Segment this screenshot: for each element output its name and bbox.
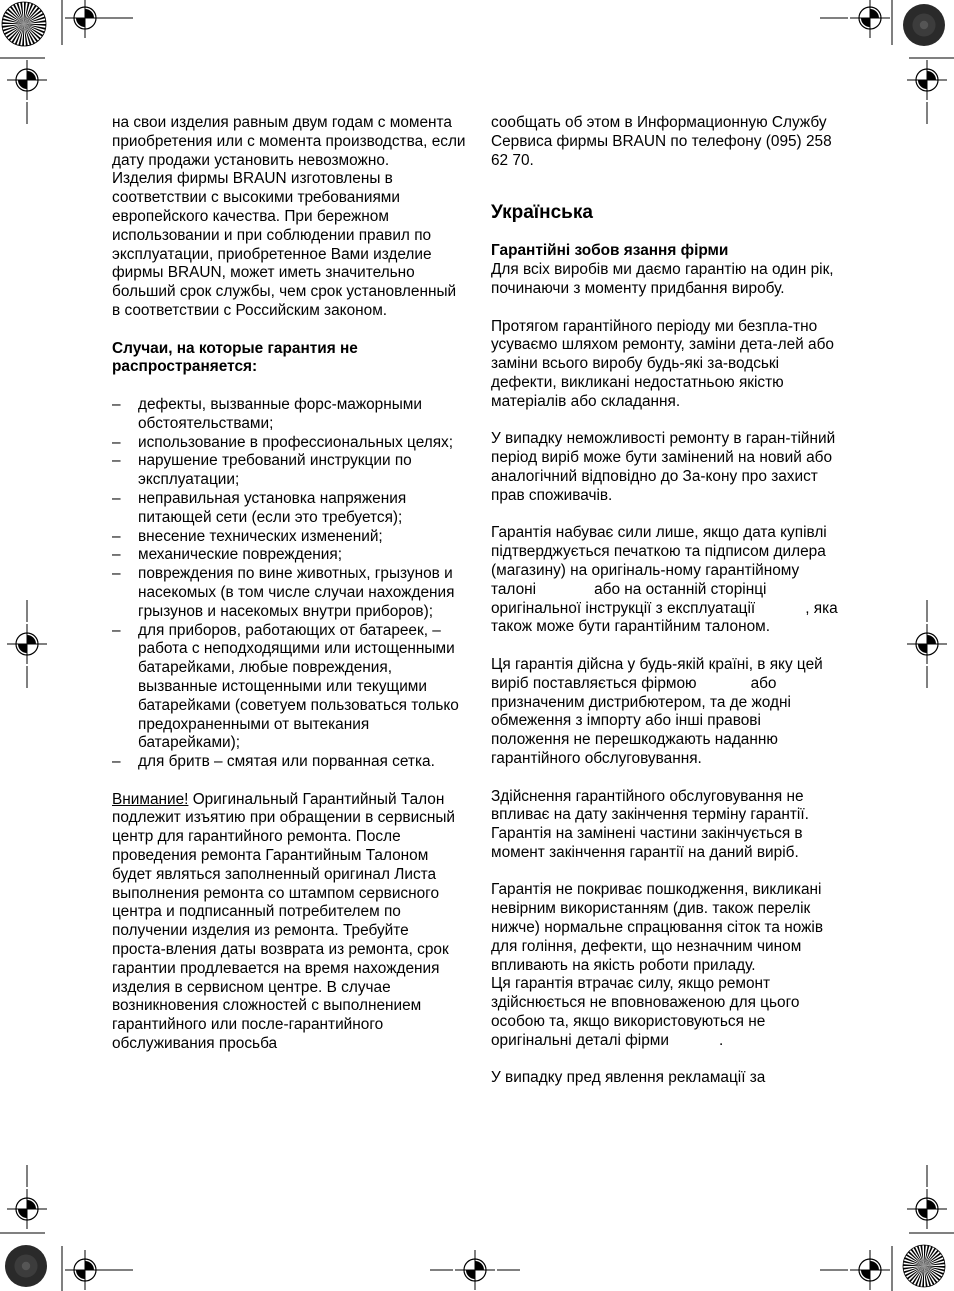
- warranty-paragraph-9: У випадку пред явлення рекламації за: [491, 1069, 766, 1087]
- trim-line: [909, 58, 954, 59]
- text-segment: або призначеним дистрибютером, та де жодні обмеження з імпорту або інші правові положення не перешкоджають наданню гарантійного обслуговування.: [491, 674, 791, 767]
- registration-wheel: [5, 1245, 47, 1287]
- warranty-paragraph-4: [491, 524, 843, 637]
- trim-line: [927, 1165, 928, 1187]
- text-segment: або на останній сторінці оригінальної інструкції з експлуатації: [491, 580, 767, 617]
- trim-line: [820, 18, 848, 19]
- quality-paragraph: Изделия фирмы BRAUN изготовлены в соответствии с высокими требованиями европейского качества. При бережном использовании и при соблюдении правил по эксплуатации, приобретенное Вами изделие фирмы BRAUN, может иметь значительно больший срок службы, чем срок установленный в соответствии с Российским законом.: [112, 170, 457, 319]
- trim-line: [62, 0, 63, 45]
- text-segment: Гарантія набуває сили лише, якщо дата купівлі підтверджується печаткою та підписом дилера (магазину) на оригіналь-ному гарантійному талоні: [491, 524, 827, 598]
- service-contact-paragraph: сообщать об этом в Информационную Службу Сервиса фирмы BRAUN по телефону (095) 258 62 70.: [491, 114, 832, 169]
- warranty-paragraph-7: Гарантія не покриває пошкодження, викликані невірним використанням (див. також перелік нижче) нормальне спрацювання сіток та ножів для гоління, дефекти, що незначним чином впливають на якість роботи приладу.: [491, 881, 824, 974]
- exclusions-list: [112, 396, 466, 772]
- list-item: – повреждения по вине животных, грызунов и насекомых (в том числе случаи нахождения грызунов и насекомых внутри приборов);: [112, 565, 466, 621]
- attention-text: Оригинальный Гарантийный Талон подлежит изъятию при обращении в сервисный центр для гарантийного ремонта. После проведения ремонта Гарантийным Талоном будет являться заполненный оригинал Листа выполнения ремонта со штампом сервисного центра и подписанный потребителем по получении изделия из ремонта. Требуйте проста-вления даты возврата из ремонта, срок гарантии продлевается на время нахождения изделия в сервисном центре. В случае возникновения сложностей с выполнением гарантийного или после-гарантийного обслуживания просьба: [112, 790, 456, 1053]
- trim-line: [27, 600, 28, 622]
- list-item: – для бритв – смятая или порванная сетка.: [112, 753, 466, 772]
- warranty-paragraph-5: [491, 656, 843, 769]
- trim-line: [909, 1233, 954, 1234]
- list-item: – использование в профессиональных целях;: [112, 434, 466, 453]
- registration-target: [7, 624, 47, 664]
- list-item: – нарушение требований инструкции по эксплуатации;: [112, 452, 466, 490]
- trim-line: [820, 1270, 848, 1271]
- text-segment: Ця гарантія втрачає силу, якщо ремонт здійснюється не вповноваженою для цього особою та, якщо використовуються не оригінальні деталі фірми: [491, 975, 800, 1049]
- registration-target: [850, 0, 890, 38]
- registration-wheel: [903, 4, 945, 46]
- trim-line: [927, 666, 928, 688]
- registration-target: [850, 1250, 890, 1290]
- registration-target: [455, 1250, 495, 1290]
- list-item: – дефекты, вызванные форс-мажорными обстоятельствами;: [112, 396, 466, 434]
- attention-label: Внимание!: [112, 790, 189, 808]
- trim-line: [62, 1246, 63, 1291]
- trim-line: [105, 18, 133, 19]
- list-item: – внесение технических изменений;: [112, 528, 466, 547]
- text-segment: , яка також може бути гарантійним талоном.: [491, 599, 838, 636]
- registration-target: [907, 1189, 947, 1229]
- exclusions-heading: Случаи, на которые гарантия не распространяется:: [112, 339, 358, 376]
- trim-line: [27, 102, 28, 124]
- trim-line: [0, 1233, 45, 1234]
- registration-target: [7, 1189, 47, 1229]
- trim-line: [105, 1270, 133, 1271]
- warranty-heading: Гарантійні зобов язання фірми: [491, 242, 729, 260]
- trim-line: [497, 1270, 520, 1271]
- registration-target: [65, 0, 105, 38]
- trim-line: [892, 1246, 893, 1291]
- attention-paragraph: [112, 791, 466, 1054]
- warranty-paragraph-3: У випадку неможливості ремонту в гаран-тійний період виріб може бути замінений на новий або аналогічний відповідно до За-кону про захист прав споживачів.: [491, 430, 836, 504]
- language-heading: Українська: [491, 202, 593, 224]
- trim-line: [892, 0, 893, 45]
- trim-line: [27, 1165, 28, 1187]
- registration-wheel: [2, 2, 46, 46]
- warranty-paragraph-8: [491, 975, 843, 1050]
- list-item: – механические повреждения;: [112, 546, 466, 565]
- text-segment: Ця гарантія дійсна у будь-якій країні, в яку цей виріб поставляється фірмою: [491, 655, 823, 692]
- registration-wheel: [903, 1245, 945, 1287]
- list-item: – неправильная установка напряжения питающей сети (если это требуется);: [112, 490, 466, 528]
- right-column: [491, 114, 843, 1088]
- warranty-term-paragraph: на свои изделия равным двум годам с момента приобретения или с момента производства, если дату продажи установить невозможно.: [112, 114, 466, 169]
- warranty-paragraph-1: Для всіх виробів ми даємо гарантію на один рік, починаючи з моменту придбання виробу.: [491, 261, 834, 297]
- trim-line: [927, 600, 928, 622]
- registration-target: [7, 60, 47, 100]
- warranty-paragraph-2: Протягом гарантійного періоду ми безпла-тно усуваємо шляхом ремонту, заміни дета-лей або заміни всього виробу будь-які за-водські дефекти, викликані недостатньою якістю матеріалів або складання.: [491, 317, 834, 410]
- trim-line: [27, 666, 28, 688]
- registration-target: [907, 624, 947, 664]
- list-item: – для приборов, работающих от батареек, – работа с неподходящими или истощенными батарейками, любые повреждения, вызванные истощенными или текущими батарейками (советуем пользоваться только предохраненными от вытекания батарейками);: [112, 622, 466, 754]
- registration-target: [65, 1250, 105, 1290]
- left-column: [112, 114, 466, 1054]
- trim-line: [430, 1270, 453, 1271]
- trim-line: [927, 102, 928, 124]
- registration-target: [907, 60, 947, 100]
- trim-line: [0, 58, 45, 59]
- warranty-paragraph-6: Здійснення гарантійного обслуговування не впливає на дату закінчення терміну гарантії. Гарантія на замінені частини закінчується в момент закінчення гарантії на даний виріб.: [491, 787, 809, 861]
- text-segment: .: [718, 1031, 724, 1049]
